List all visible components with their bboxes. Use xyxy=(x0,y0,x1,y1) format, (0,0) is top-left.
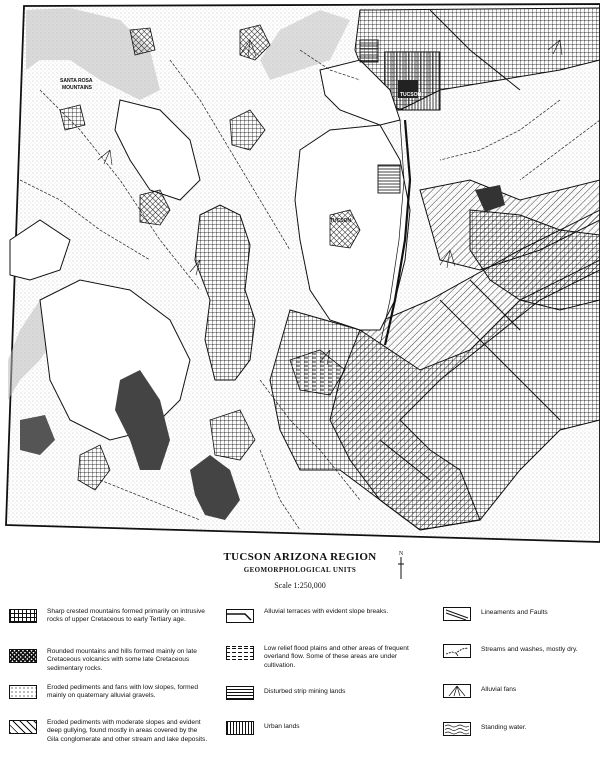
dashes-swatch xyxy=(226,646,254,660)
diagonal-swatch xyxy=(9,720,37,734)
legend-item-sharp-mountains xyxy=(9,608,209,625)
streams-swatch xyxy=(443,644,471,658)
legend-item-standing-water xyxy=(443,721,600,736)
legend-text: Rounded mountains and hills formed mainly on late Cretaceous volcanics with some late Cretaceous sedimentary rocks. xyxy=(47,648,197,672)
legend-item-eroded-pediments-low xyxy=(9,684,209,701)
legend-item-eroded-pediments-moderate xyxy=(9,719,209,744)
legend-text: Streams and washes, mostly dry. xyxy=(481,646,578,653)
legend-item-alluvial-fans xyxy=(443,683,600,698)
crosshatch-swatch xyxy=(9,649,37,663)
map-label-mountains: MOUNTAINS xyxy=(62,85,92,91)
map-subtitle: GEOMORPHOLOGICAL UNITS xyxy=(243,566,357,574)
fans-swatch xyxy=(443,684,471,698)
legend-text: Low relief flood plains and other areas of frequent overland flow. Some of these areas are under cultivation. xyxy=(264,645,409,669)
legend-item-streams-washes xyxy=(443,643,600,658)
map-label-tucson: TUCSON xyxy=(400,92,422,98)
grid-swatch xyxy=(9,609,37,623)
legend-text: Eroded pediments with moderate slopes and evident deep gullying, found mostly in areas covered by the Gila conglomerate and other stream and lake deposits. xyxy=(47,719,208,743)
north-arrow-icon xyxy=(397,557,405,579)
legend-text: Alluvial fans xyxy=(481,686,517,693)
legend-item-lineaments-faults xyxy=(443,606,600,621)
horizontal-lines-swatch xyxy=(226,686,254,700)
north-arrow xyxy=(397,551,405,581)
legend-text: Eroded pediments and fans with low slopes, formed mainly on quaternary alluvial gravels. xyxy=(47,684,199,700)
legend-text: Alluvial terraces with evident slope breaks. xyxy=(264,608,389,615)
legend-item-rounded-mountains xyxy=(9,648,209,673)
strip-mining-lands xyxy=(378,165,400,193)
legend-text: Standing water. xyxy=(481,724,527,731)
map-label-tucson-mtns: TUCSON xyxy=(330,218,352,224)
legend-item-flood-plains xyxy=(226,645,426,670)
dots-swatch xyxy=(9,685,37,699)
vertical-lines-swatch xyxy=(226,721,254,735)
map-title: TUCSON ARIZONA REGION xyxy=(223,551,377,563)
legend-item-strip-mining xyxy=(226,685,426,700)
water-swatch xyxy=(443,722,471,736)
strip-mining-lands-2 xyxy=(360,40,378,62)
legend-text: Sharp crested mountains formed primarily on intrusive rocks of upper Cretaceous to early Tertiary age. xyxy=(47,608,205,624)
faults-swatch xyxy=(443,607,471,621)
terrace-swatch xyxy=(226,609,254,623)
legend-item-alluvial-terraces xyxy=(226,608,426,623)
grid-hills-nw xyxy=(60,105,85,130)
north-label: N xyxy=(398,551,404,557)
map-label-santa-rosa: SANTA ROSA xyxy=(60,78,93,84)
legend-text: Lineaments and Faults xyxy=(481,609,548,616)
legend-text: Disturbed strip mining lands xyxy=(264,688,346,695)
map-scale: Scale 1:250,000 xyxy=(274,581,326,590)
legend-text: Urban lands xyxy=(264,723,300,730)
legend-item-urban-lands xyxy=(226,720,426,735)
